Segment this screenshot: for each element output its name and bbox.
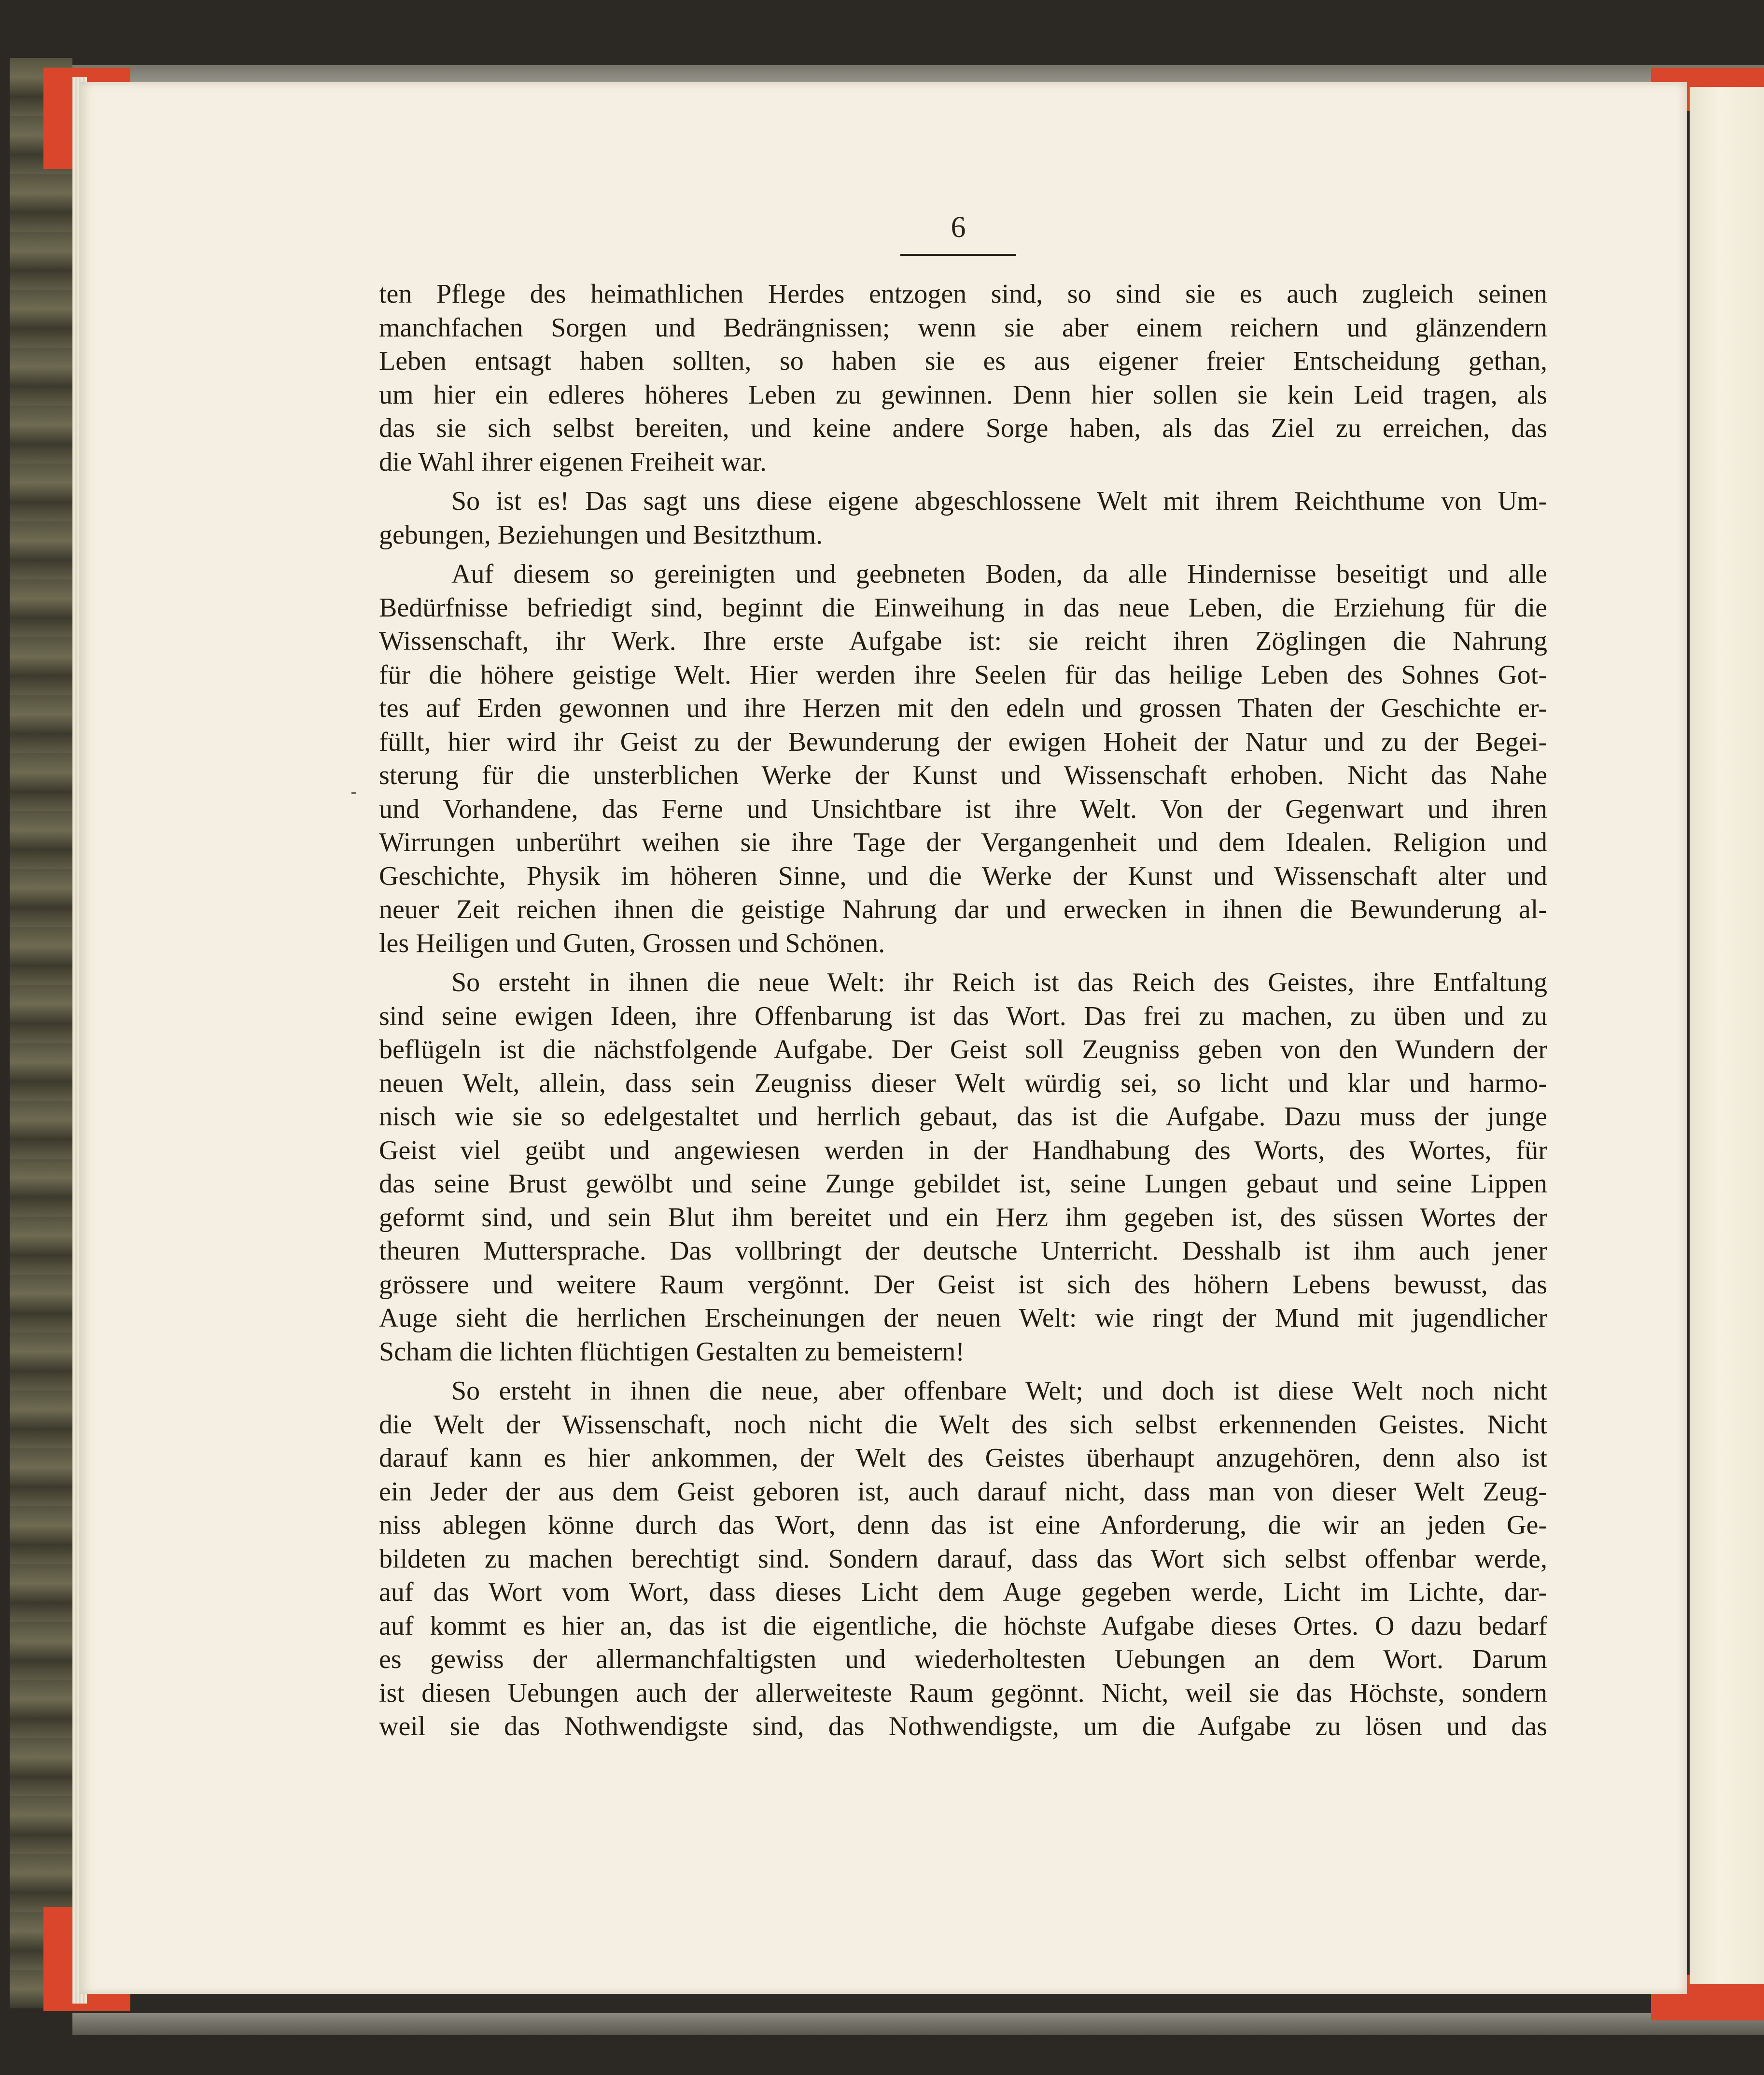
- text-line: bildeten zu machen berechtigt sind. Sondern darauf, dass das Wort sich selbst offenbar werde,: [379, 1543, 1547, 1574]
- text-line: theuren Muttersprache. Das vollbringt der deutsche Unterricht. Desshalb ist ihm auch jener: [379, 1236, 1547, 1266]
- text-line: auf das Wort vom Wort, dass dieses Licht dem Auge gegeben werde, Licht im Lichte, dar-: [379, 1577, 1547, 1607]
- text-line: gebungen, Beziehungen und Besitzthum.: [379, 519, 823, 550]
- text-line: manchfachen Sorgen und Bedrängnissen; wenn sie aber einem reichern und glänzendern: [379, 312, 1547, 343]
- marbled-binding: [10, 58, 72, 2008]
- text-line: So ersteht in ihnen die neue Welt: ihr Reich ist das Reich des Geistes, ihre Entfaltung: [451, 967, 1547, 997]
- text-line: neuer Zeit reichen ihnen die geistige Nahrung dar und erwecken in ihnen die Bewunderung al-: [379, 895, 1547, 925]
- text-line: Auf diesem so gereinigten und geebneten Boden, da alle Hindernisse beseitigt und alle: [451, 559, 1547, 589]
- text-line: sind seine ewigen Ideen, ihre Offenbarung ist das Wort. Das frei zu machen, zu üben und zu: [379, 1001, 1547, 1031]
- text-line: das seine Brust gewölbt und seine Zunge gebildet ist, seine Lungen gebaut und seine Lippen: [379, 1169, 1547, 1199]
- facing-page-edge: [1690, 87, 1764, 1984]
- text-line: So ersteht in ihnen die neue, aber offenbare Welt; und doch ist diese Welt noch nicht: [451, 1376, 1547, 1406]
- page-header: [898, 212, 1019, 256]
- text-line: Scham die lichten flüchtigen Gestalten zu bemeistern!: [379, 1336, 965, 1367]
- text-line: Geschichte, Physik im höheren Sinne, und die Werke der Kunst und Wissenschaft alter und: [379, 861, 1547, 891]
- paragraph: [379, 1374, 1547, 1744]
- text-line: Auge sieht die herrlichen Erscheinungen der neuen Welt: wie ringt der Mund mit jugendlicher: [379, 1303, 1547, 1333]
- margin-mark: [351, 792, 356, 794]
- body-text: [379, 278, 1547, 1744]
- text-line: nisch wie sie so edelgestaltet und herrlich gebaut, das ist die Aufgabe. Dazu muss der junge: [379, 1102, 1547, 1132]
- text-line: ten Pflege des heimathlichen Herdes entzogen sind, so sind sie es auch zugleich seinen: [379, 279, 1547, 309]
- text-line: auf kommt es hier an, das ist die eigentliche, die höchste Aufgabe dieses Ortes. O dazu bedarf: [379, 1611, 1547, 1641]
- text-line: das sie sich selbst bereiten, und keine andere Sorge haben, als das Ziel zu erreichen, das: [379, 413, 1547, 443]
- text-line: um hier ein edleres höheres Leben zu gewinnen. Denn hier sollen sie kein Leid tragen, als: [379, 379, 1547, 410]
- text-line: niss ablegen könne durch das Wort, denn das ist eine Anforderung, die wir an jeden Ge-: [379, 1510, 1547, 1540]
- text-line: Bedürfnisse befriedigt sind, beginnt die Einweihung in das neue Leben, die Erziehung für die: [379, 592, 1547, 623]
- header-rule: [900, 254, 1016, 256]
- text-line: für die höhere geistige Welt. Hier werden ihre Seelen für das heilige Leben des Sohnes Got-: [379, 659, 1547, 690]
- text-line: Wirrungen unberührt weihen sie ihre Tage der Vergangenheit und dem Idealen. Religion und: [379, 827, 1547, 857]
- text-line: sterung für die unsterblichen Werke der Kunst und Wissenschaft erhoben. Nicht das Nahe: [379, 760, 1547, 790]
- text-line: und Vorhandene, das Ferne und Unsichtbare ist ihre Welt. Von der Gegenwart und ihren: [379, 794, 1547, 824]
- text-line: Geist viel geübt und angewiesen werden in der Handhabung des Worts, des Wortes, für: [379, 1135, 1547, 1165]
- text-line: Wissenschaft, ihr Werk. Ihre erste Aufgabe ist: sie reicht ihren Zöglingen die Nahrung: [379, 626, 1547, 656]
- text-line: die Wahl ihrer eigenen Freiheit war.: [379, 447, 767, 477]
- paragraph: [379, 558, 1547, 960]
- text-line: ist diesen Uebungen auch der allerweiteste Raum gegönnt. Nicht, weil sie das Höchste, sondern: [379, 1678, 1547, 1708]
- page-number: 6: [951, 211, 966, 244]
- binding-cloth-bottom: [72, 2013, 1764, 2035]
- paragraph: [379, 278, 1547, 479]
- text-line: beflügeln ist die nächstfolgende Aufgabe. Der Geist soll Zeugniss geben von den Wundern der: [379, 1035, 1547, 1065]
- text-line: tes auf Erden gewonnen und ihre Herzen mit den edeln und grossen Thaten der Geschichte er-: [379, 693, 1547, 723]
- text-line: weil sie das Nothwendigste sind, das Nothwendigste, um die Aufgabe zu lösen und das: [379, 1711, 1547, 1741]
- text-line: es gewiss der allermanchfaltigsten und wiederholtesten Uebungen an dem Wort. Darum: [379, 1644, 1547, 1674]
- text-line: les Heiligen und Guten, Grossen und Schönen.: [379, 928, 885, 958]
- text-line: neuen Welt, allein, dass sein Zeugniss dieser Welt würdig sei, so licht und klar und harmo-: [379, 1068, 1547, 1098]
- text-line: Leben entsagt haben sollten, so haben sie es aus eigener freier Entscheidung gethan,: [379, 346, 1547, 376]
- text-line: die Welt der Wissenschaft, noch nicht die Welt des sich selbst erkennenden Geistes. Nicht: [379, 1409, 1547, 1440]
- text-line: So ist es! Das sagt uns diese eigene abgeschlossene Welt mit ihrem Reichthume von Um-: [451, 486, 1547, 516]
- text-line: darauf kann es hier ankommen, der Welt des Geistes überhaupt anzugehören, denn also ist: [379, 1443, 1547, 1473]
- text-line: geformt sind, und sein Blut ihm bereitet und ein Herz ihm gegeben ist, des süssen Wortes der: [379, 1202, 1547, 1233]
- text-line: grössere und weitere Raum vergönnt. Der Geist ist sich des höhern Lebens bewusst, das: [379, 1269, 1547, 1300]
- paragraph: [379, 966, 1547, 1369]
- text-line: ein Jeder der aus dem Geist geboren ist, auch darauf nicht, dass man von dieser Welt Zeug-: [379, 1476, 1547, 1507]
- paragraph: [379, 485, 1547, 552]
- text-line: füllt, hier wird ihr Geist zu der Bewunderung der ewigen Hoheit der Natur und zu der Begei-: [379, 727, 1547, 757]
